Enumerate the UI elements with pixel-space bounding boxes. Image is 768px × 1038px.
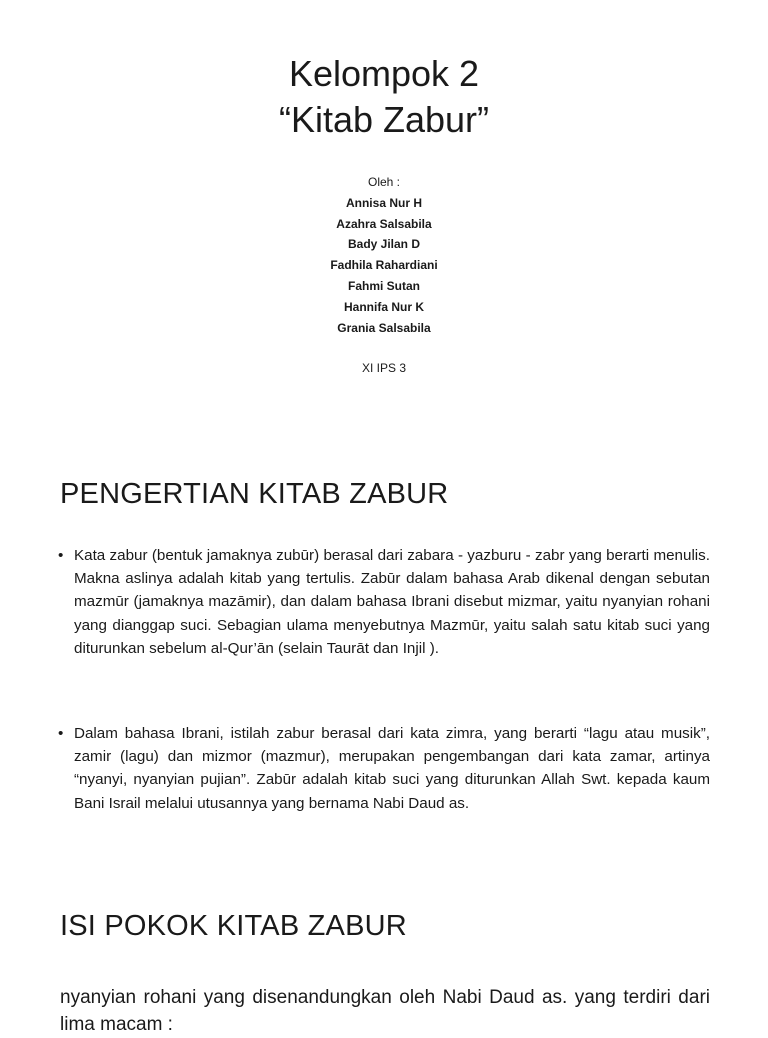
author-list [0, 172, 768, 379]
page-subtitle: “Kitab Zabur” [278, 99, 490, 140]
page-title: Kelompok 2 [288, 53, 480, 94]
author-name: Annisa Nur H [345, 195, 422, 210]
section-heading-isi-pokok: ISI POKOK KITAB ZABUR [60, 910, 407, 942]
title-block [0, 52, 768, 142]
author-name: Bady Jilan D [347, 237, 421, 252]
bullet-dot: • [58, 547, 64, 564]
bullet-dot: • [58, 725, 64, 742]
author-name: Fahmi Sutan [347, 278, 420, 293]
section-paragraph: nyanyian rohani yang disenandungkan oleh Nabi Daud as. yang terdiri dari lima macam : [60, 987, 710, 1035]
section-heading-pengertian: PENGERTIAN KITAB ZABUR [60, 478, 449, 510]
author-name: Fadhila Rahardiani [330, 258, 438, 273]
bullet-text: Kata zabur (bentuk jamaknya zubūr) berasal dari zabara - yazburu - zabr yang berarti menulis. Makna aslinya adalah kitab yang tertulis. Zabūr dalam bahasa Arab dikenal dengan sebutan mazmūr (jamaknya mazāmir), dan dalam bahasa Ibrani disebut mizmar, yaitu nyanyian rohani yang dianggap suci. Sebagian ulama menyebutnya Mazmūr, yaitu salah satu kitab suci yang diturunkan sebelum al-Qur’ān (selain Taurāt dan Injil ). [74, 547, 710, 657]
bullet-item [58, 722, 710, 815]
class-label: XI IPS 3 [361, 361, 407, 376]
author-label: Oleh : [367, 175, 400, 189]
author-name: Hannifa Nur K [343, 299, 424, 314]
author-name: Azahra Salsabila [336, 216, 432, 231]
author-name: Grania Salsabila [337, 320, 431, 335]
bullet-item [58, 544, 710, 660]
bullet-text: Dalam bahasa Ibrani, istilah zabur berasal dari kata zimra, yang berarti “lagu atau musik”, zamir (lagu) dan mizmor (mazmur), merupakan pengembangan dari kata zamar, artinya “nyanyi, nyanyian pujian”. Zabūr adalah kitab suci yang diturunkan Allah Swt. kepada kaum Bani Israil melalui utusannya yang bernama Nabi Daud as. [74, 725, 710, 812]
